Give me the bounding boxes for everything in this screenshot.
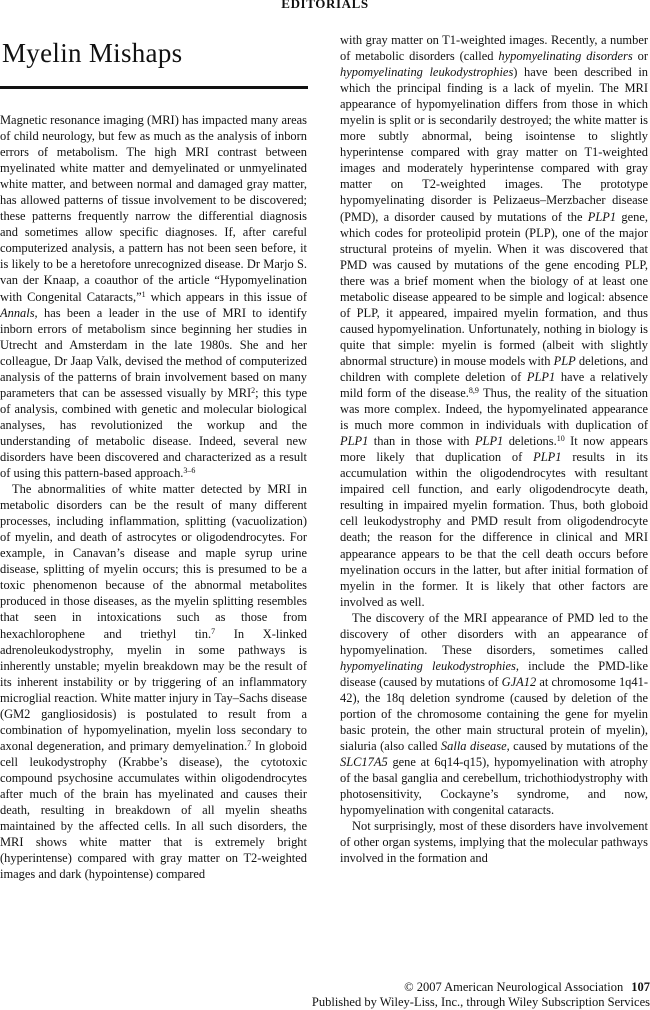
paragraph: The abnormalities of white matter detected by MRI in metabolic disorders can be the result of many different processes, including inflammation, splitting (vacuolization) of myelin, and death of astrocytes or oligodendrocytes. For example, in Canavan’s disease and maple syrup urine disease, splitting of myelin occurs; this is presumed to be a toxic phenomenon because of the abnormal metabolites produced in those diseases, as the myelin splitting resembles that seen in intoxications such as those from hexachlorophene and triethyl tin.$^7$ In X-linked adrenoleukodystrophy, myelin in some pathways is inherently unstable; myelin breakdown may be the result of its inherent instability or by triggering of an inflammatory microglial reaction. White matter injury in Tay–Sachs disease (GM2 gangliosidosis) is postulated to result from a combination of hypomyelination, myelin loss secondary to axonal degeneration, and primary demyelination.$^7$ In globoid cell leukodystrophy (Krabbe’s disease), the cytotoxic compound psychosine accumulates within oligodendrocytes after much of the brain has myelinated and causes their death, resulting in breakdown of all myelin sheaths maintained by the affected cells. In all such disorders, the MRI shows white matter that is extremely bright (hyperintense) compared with gray matter on T2-weighted images and dark (hypointense) compared	[0, 482, 307, 882]
paragraph: Not surprisingly, most of these disorders have involvement of other organ systems, implying that the molecular pathways involved in the formation and	[340, 819, 648, 866]
right-column	[340, 32, 648, 866]
paragraph: Magnetic resonance imaging (MRI) has impacted many areas of child neurology, but few as much as the analysis of inborn errors of metabolism. The high MRI contrast between myelinated white matter and demyelinated or unmyelinated white matter, and between normal and damaged gray matter, has allowed patterns of tissue involvement to be discovered; these patterns frequently narrow the differential diagnosis and sometimes allow specific diagnoses. If, after careful computerized analysis, a pattern has not been seen before, it is likely to be a heretofore unrecognized disease. Dr Marjo S. van der Knaap, a coauthor of the article “Hypomyelination with Congenital Cataracts,”$^1$ which appears in this issue of Annals, has been a leader in the use of MRI to identify inborn errors of metabolism since beginning her studies in Utrecht and Amsterdam in the late 1980s. She and her colleague, Dr Jaap Valk, devised the method of computerized analysis of the patterns of brain involvement based on many parameters that can be assessed visually by MRI$^2$; this type of analysis, combined with genetic and molecular biological analyses, has revolutionized the workup and the understanding of metabolic disease. Indeed, several new disorders have been discovered and characterized as a result of using this pattern-based approach.$^{3-6}$	[0, 113, 307, 481]
section-header: EDITORIALS	[281, 0, 369, 11]
footer-publisher: Published by Wiley-Liss, Inc., through Wiley Subscription Services	[311, 995, 650, 1009]
paragraph: The discovery of the MRI appearance of PMD led to the discovery of other disorders with an appearance of hypomyelination. These disorders, sometimes called hypomyelinating leukodystrophies, include the PMD-like disease (caused by mutations of GJA12 at chromosome 1q41-42), the 18q deletion syndrome (caused by deletion of the portion of the chromosome containing the gene for myelin basic protein, the other main structural protein of myelin), sialuria (also called Salla disease, caused by mutations of the SLC17A5 gene at 6q14-q15), hypomyelination with atrophy of the basal ganglia and cerebellum, trichothiodystrophy with photosensitivity, Cockayne’s syndrome, and now, hypomyelination with congenital cataracts.	[340, 610, 648, 818]
paragraph: with gray matter on T1-weighted images. Recently, a number of metabolic disorders (called hypomyelinating disorders or hypomyelinating leukodystrophies) have been described in which the principal finding is a lack of myelin. The MRI appearance of hypomyelination differs from those in which myelin is split or is secondarily destroyed; the white matter is more subtly abnormal, being isointense to slightly hyperintense compared with gray matter on T1-weighted images and moderately hyperintense compared with gray matter on T2-weighted images. The prototype hypomyelinating disorder is Pelizaeus–Merzbacher disease (PMD), a disorder caused by mutations of the PLP1 gene, which codes for proteolipid protein (PLP), one of the major structural proteins of myelin. When it was discovered that PMD was caused by mutations of the gene encoding PLP, there was a brief moment when the biology of at least one metabolic disease appeared to be simple and logical: absence of PLP, it appeared, impaired myelin formation, and thus caused hypomyelination. Unfortunately, nothing in biology is quite that simple: myelin is formed (albeit with slightly abnormal structure) in mouse models with PLP deletions, and children with complete deletion of PLP1 have a relatively mild form of the disease.$^{8,9}$ Thus, the reality of the situation was more complex. Indeed, the hypomyelinated appearance is much more common in individuals with duplication of PLP1 than in those with PLP1 deletions.$^{10}$ It now appears more likely that duplication of PLP1 results in its accumulation within the oligodendrocytes with resultant impaired cell function, and early oligodendrocyte death, resulting in impaired myelin formation. Thus, both globoid cell leukodystrophy and PMD result from oligodendrocyte death; the reason for the difference in clinical and MRI appearance appears to be that the cell death occurs before myelination occurs in the latter, but after initial formation of myelin in the former. It is likely that other factors are involved as well.	[340, 33, 649, 609]
left-column	[0, 112, 307, 882]
title-rule	[0, 86, 308, 89]
article-title: Myelin Mishaps	[2, 38, 183, 68]
page-number: 107	[631, 980, 650, 994]
copyright: © 2007 American Neurological Association	[404, 980, 624, 994]
footer-copyright-line	[404, 980, 650, 995]
